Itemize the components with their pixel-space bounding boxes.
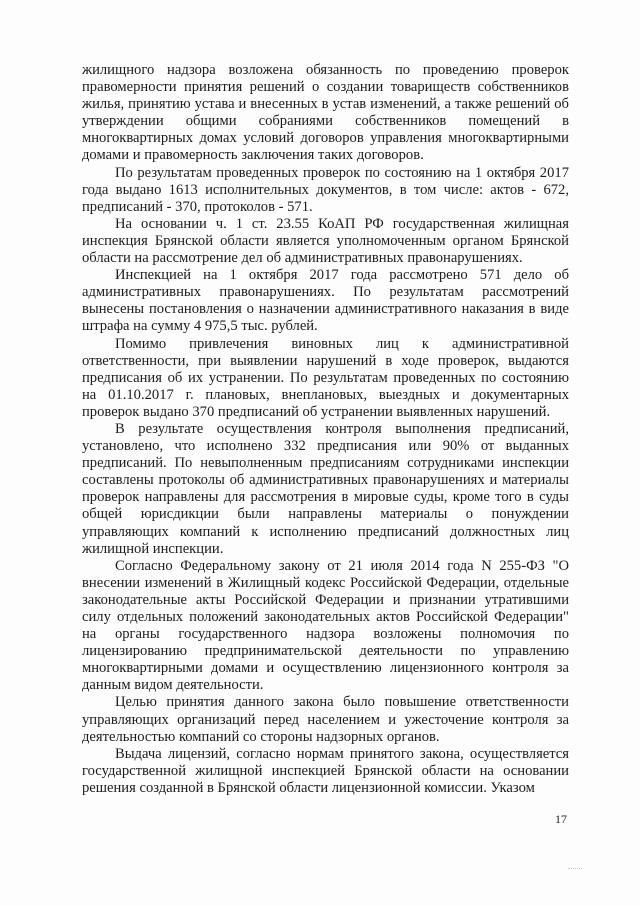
paragraph-5: Помимо привлечения виновных лиц к административной ответственности, при выявлении нарушений в ходе проверок, выдаются предписания об их устранении. По результатам проведенных по состоянию на 01.10.2017 г. плановых, внеплановых, выездных и документарных проверок выдано 370 предписаний об устранении выявленных нарушений. <box>82 335 569 420</box>
paragraph-7: Согласно Федеральному закону от 21 июля 2014 года N 255-ФЗ "О внесении изменений в Жилищный кодекс Российской Федерации, отдельные законодательные акты Российской Федерации и признании утратившими силу отдельных положений законодательных актов Российской Федерации" на органы государственного надзора возложены полномочия по лицензированию предпринимательской деятельности по управлению многоквартирными домами и осуществлению лицензионного контроля за данным видом деятельности. <box>82 557 569 694</box>
scan-artifact <box>568 868 582 870</box>
document-body <box>82 62 569 797</box>
paragraph-4: Инспекцией на 1 октября 2017 года рассмотрено 571 дело об административных правонарушениях. По результатам рассмотрений вынесены постановления о назначении административного наказания в виде штрафа на сумму 4 975,5 тыс. рублей. <box>82 267 569 335</box>
page-number: 17 <box>555 812 567 826</box>
paragraph-9: Выдача лицензий, согласно нормам принятого закона, осуществляется государственной жилищной инспекцией Брянской области на основании решения созданной в Брянской области лицензионной комиссии. Указом <box>82 745 569 796</box>
paragraph-8: Целью принятия данного закона было повышение ответственности управляющих организаций перед населением и ужесточение контроля за деятельностью компаний со стороны надзорных органов. <box>82 694 569 745</box>
paragraph-1: жилищного надзора возложена обязанность по проведению проверок правомерности принятия решений о создании товариществ собственников жилья, принятию устава и внесенных в устав изменений, а также решений об утверждении общими собраниями собственников помещений в многоквартирных домах условий договоров управления многоквартирными домами и правомерность заключения таких договоров. <box>82 62 569 164</box>
paragraph-6: В результате осуществления контроля выполнения предписаний, установлено, что исполнено 332 предписания или 90% от выданных предписаний. По невыполненным предписаниям сотрудниками инспекции составлены протоколы об административных правонарушениях и материалы проверок направлены для рассмотрения в мировые суды, кроме того в суды общей юрисдикции были направлены материалы о понуждении управляющих компаний к исполнению предписаний должностных лиц жилищной инспекции. <box>82 420 569 557</box>
paragraph-2: По результатам проведенных проверок по состоянию на 1 октября 2017 года выдано 1613 исполнительных документов, в том числе: актов - 672, предписаний - 370, протоколов - 571. <box>82 164 569 215</box>
paragraph-3: На основании ч. 1 ст. 23.55 КоАП РФ государственная жилищная инспекция Брянской области является уполномоченным органом Брянской области на рассмотрение дел об административных правонарушениях. <box>82 215 569 267</box>
